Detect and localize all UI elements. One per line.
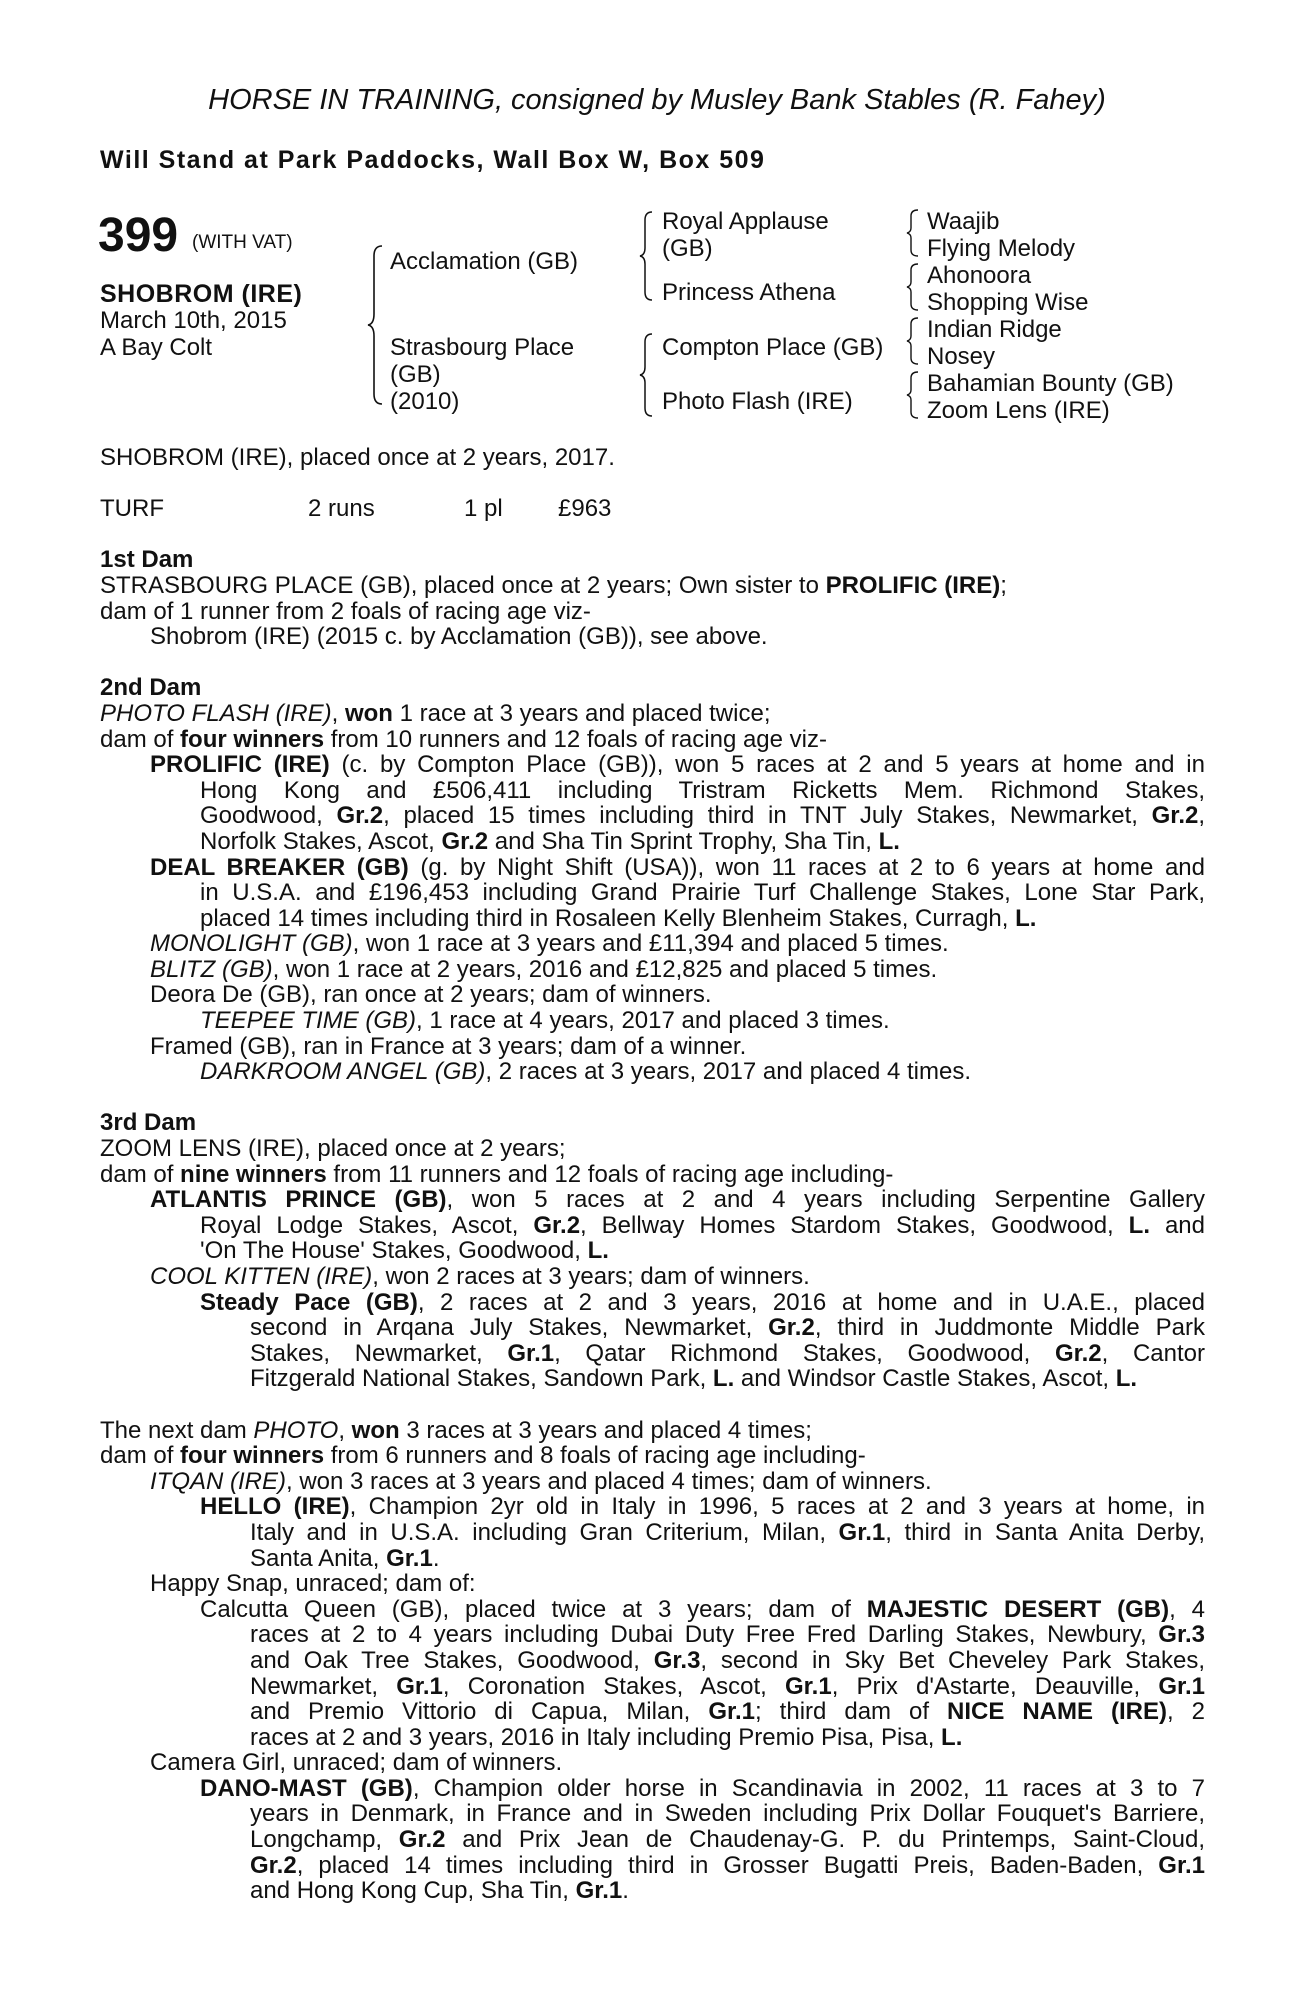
next-foal-itqan: ITQAN (IRE), won 3 races at 3 years and placed 4 times; dam of winners. <box>150 1468 932 1495</box>
next-grandfoal-calcutta-queen-3: and Oak Tree Stakes, Goodwood, Gr.3, second in Sky Bet Cheveley Park Stakes, <box>250 1647 1205 1674</box>
dam2-foal-prolific-4: Norfolk Stakes, Ascot, Gr.2 and Sha Tin Sprint Trophy, Sha Tin, L. <box>200 828 900 855</box>
dam2-foal-framed: Framed (GB), ran in France at 3 years; dam of a winner. <box>150 1033 747 1060</box>
dam3-foal-atlantis-prince-3: 'On The House' Stakes, Goodwood, L. <box>200 1238 609 1264</box>
turf-placed: 1 pl <box>464 496 503 522</box>
dam3-grandfoal-steady-pace: Steady Pace (GB), 2 races at 2 and 3 years, 2016 at home and in U.A.E., placed <box>200 1289 1205 1316</box>
next-grandfoal-hello: HELLO (IRE), Champion 2yr old in Italy in 1996, 5 races at 2 and 3 years at home, in <box>200 1494 1205 1520</box>
pedigree-g6: Nosey <box>927 343 996 370</box>
dam3-grandfoal-steady-pace-2: second in Arqana July Stakes, Newmarket, Gr.2, third in Juddmonte Middle Park <box>250 1315 1205 1341</box>
next-grandfoal-calcutta-queen-6: races at 2 and 3 years, 2016 in Italy including Premio Pisa, Pisa, L. <box>250 1724 963 1751</box>
next-foal-happy-snap: Happy Snap, unraced; dam of: <box>150 1571 476 1597</box>
dam2-heading: 2nd Dam <box>100 675 202 701</box>
pedigree-dam-1: Strasbourg Place <box>390 334 575 361</box>
pedigree-brace-g3 <box>905 316 921 366</box>
pedigree-dam-dam: Photo Flash (IRE) <box>662 388 853 415</box>
pedigree-brace-g1 <box>905 208 921 258</box>
dam2-foal-prolific-3: Goodwood, Gr.2, placed 15 times including third in TNT July Stakes, Newmarket, Gr.2, <box>200 803 1205 829</box>
horse-name: SHOBROM (IRE) <box>100 280 303 308</box>
pedigree-g3: Ahonoora <box>927 262 1032 289</box>
dam2-line: PHOTO FLASH (IRE), won 1 race at 3 years and placed twice; <box>100 700 771 727</box>
next-grandfoal-dano-mast-4: Gr.2, placed 14 times including third in Grosser Bugatti Preis, Baden-Baden, Gr.1 <box>250 1852 1205 1879</box>
dam3-grandfoal-steady-pace-4: Fitzgerald National Stakes, Sandown Park, L. and Windsor Castle Stakes, Ascot, L. <box>250 1366 1138 1392</box>
page-title: HORSE IN TRAINING, consigned by Musley Bank Stables (R. Fahey) <box>208 84 1106 116</box>
dam2-grandfoal-teepee-time: TEEPEE TIME (GB), 1 race at 4 years, 2017 and placed 3 times. <box>200 1008 890 1034</box>
next-grandfoal-calcutta-queen-2: races at 2 to 4 years including Dubai Duty Free Fred Darling Stakes, Newbury, Gr.3 <box>250 1622 1205 1648</box>
turf-runs: 2 runs <box>308 496 375 522</box>
pedigree-g7: Bahamian Bounty (GB) <box>927 370 1174 397</box>
pedigree-sire: Acclamation (GB) <box>390 248 579 275</box>
pedigree-dam-2: (GB) <box>390 361 441 388</box>
pedigree-g2: Flying Melody <box>927 235 1076 262</box>
dam3-heading: 3rd Dam <box>100 1110 197 1137</box>
next-grandfoal-dano-mast-5: and Hong Kong Cup, Sha Tin, Gr.1. <box>250 1878 629 1904</box>
pedigree-brace-sire <box>638 210 656 302</box>
dam3-foal-cool-kitten: COOL KITTEN (IRE), won 2 races at 3 years; dam of winners. <box>150 1264 810 1290</box>
pedigree-g4: Shopping Wise <box>927 289 1089 316</box>
dam3-produce-line: dam of nine winners from 11 runners and 12 foals of racing age including- <box>100 1161 894 1188</box>
dam2-foal-prolific: PROLIFIC (IRE) (c. by Compton Place (GB)), won 5 races at 2 and 5 years at home and in <box>150 752 1205 778</box>
pedigree-g5: Indian Ridge <box>927 316 1062 343</box>
lot-number: 399 <box>98 209 179 262</box>
pedigree-brace-g4 <box>905 370 921 420</box>
vat-note: (WITH VAT) <box>192 232 293 253</box>
pedigree-g1: Waajib <box>927 208 1000 235</box>
dam1-produce-line: dam of 1 runner from 2 foals of racing age viz- <box>100 598 591 625</box>
next-grandfoal-calcutta-queen-4: Newmarket, Gr.1, Coronation Stakes, Ascot, Gr.1, Prix d'Astarte, Deauville, Gr.1 <box>250 1673 1205 1700</box>
dam2-foal-blitz: BLITZ (GB), won 1 race at 2 years, 2016 and £12,825 and placed 5 times. <box>150 956 938 983</box>
next-grandfoal-dano-mast-2: years in Denmark, in France and in Sweden including Prix Dollar Fouquet's Barriere, <box>250 1801 1205 1828</box>
pedigree-sire-sire-2: (GB) <box>662 235 713 262</box>
horse-description: A Bay Colt <box>100 334 213 361</box>
next-grandfoal-calcutta-queen: Calcutta Queen (GB), placed twice at 3 years; dam of MAJESTIC DESERT (GB), 4 <box>200 1596 1205 1623</box>
next-grandfoal-hello-3: Santa Anita, Gr.1. <box>250 1545 440 1572</box>
dam2-foal-deora-de: Deora De (GB), ran once at 2 years; dam of winners. <box>150 982 712 1009</box>
pedigree-brace-dam <box>638 332 656 418</box>
turf-record <box>100 496 1205 522</box>
pedigree-dam-sire: Compton Place (GB) <box>662 334 884 361</box>
next-grandfoal-dano-mast: DANO-MAST (GB), Champion older horse in Scandinavia in 2002, 11 races at 3 to 7 <box>200 1775 1205 1802</box>
dam2-foal-prolific-2: Hong Kong and £506,411 including Tristram Ricketts Mem. Richmond Stakes, <box>200 777 1205 804</box>
dam3-line: ZOOM LENS (IRE), placed once at 2 years; <box>100 1136 566 1162</box>
turf-label: TURF <box>100 496 164 522</box>
pedigree-sire-sire-1: Royal Applause <box>662 208 829 235</box>
dam2-foal-deal-breaker-2: in U.S.A. and £196,453 including Grand Prairie Turf Challenge Stakes, Lone Star Park, <box>200 880 1205 906</box>
dam1-heading: 1st Dam <box>100 547 194 573</box>
dam3-foal-atlantis-prince: ATLANTIS PRINCE (GB), won 5 races at 2 and 4 years including Serpentine Gallery <box>150 1187 1205 1213</box>
turf-earnings: £963 <box>558 496 612 522</box>
dam1-line: STRASBOURG PLACE (GB), placed once at 2 years; Own sister to PROLIFIC (IRE); <box>100 572 1007 599</box>
race-summary: SHOBROM (IRE), placed once at 2 years, 2017. <box>100 445 615 471</box>
foaling-date: March 10th, 2015 <box>100 307 287 334</box>
dam3-foal-atlantis-prince-2: Royal Lodge Stakes, Ascot, Gr.2, Bellway Homes Stardom Stakes, Goodwood, L. and <box>200 1212 1205 1239</box>
dam2-foal-deal-breaker-3: placed 14 times including third in Rosaleen Kelly Blenheim Stakes, Curragh, L. <box>200 905 1037 932</box>
pedigree-brace-main <box>366 244 386 406</box>
dam2-foal-deal-breaker: DEAL BREAKER (GB) (g. by Night Shift (USA)), won 11 races at 2 to 6 years at home and <box>150 854 1205 881</box>
dam2-produce-line: dam of four winners from 10 runners and 12 foals of racing age viz- <box>100 726 827 753</box>
dam2-foal-monolight: MONOLIGHT (GB), won 1 race at 3 years and £11,394 and placed 5 times. <box>150 931 949 957</box>
pedigree-brace-g2 <box>905 262 921 312</box>
pedigree-sire-dam: Princess Athena <box>662 279 836 306</box>
pedigree-dam-3: (2010) <box>390 388 460 415</box>
next-grandfoal-hello-2: Italy and in U.S.A. including Gran Criterium, Milan, Gr.1, third in Santa Anita Derby, <box>250 1519 1205 1546</box>
pedigree-g8: Zoom Lens (IRE) <box>927 397 1110 424</box>
catalogue-body <box>100 445 1205 1904</box>
dam3-grandfoal-steady-pace-3: Stakes, Newmarket, Gr.1, Qatar Richmond Stakes, Goodwood, Gr.2, Cantor <box>250 1340 1205 1367</box>
next-dam-produce-line: dam of four winners from 6 runners and 8 foals of racing age including- <box>100 1443 866 1469</box>
next-grandfoal-dano-mast-3: Longchamp, Gr.2 and Prix Jean de Chaudenay-G. P. du Printemps, Saint-Cloud, <box>250 1827 1205 1853</box>
dam1-foal: Shobrom (IRE) (2015 c. by Acclamation (GB)), see above. <box>150 624 768 650</box>
next-grandfoal-calcutta-queen-5: and Premio Vittorio di Capua, Milan, Gr.1; third dam of NICE NAME (IRE), 2 <box>250 1699 1205 1725</box>
dam2-grandfoal-darkroom-angel: DARKROOM ANGEL (GB), 2 races at 3 years, 2017 and placed 4 times. <box>200 1059 971 1085</box>
next-dam-line: The next dam PHOTO, won 3 races at 3 years and placed 4 times; <box>100 1417 812 1444</box>
stand-location: Will Stand at Park Paddocks, Wall Box W, Box 509 <box>100 146 766 174</box>
next-foal-camera-girl: Camera Girl, unraced; dam of winners. <box>150 1750 563 1776</box>
